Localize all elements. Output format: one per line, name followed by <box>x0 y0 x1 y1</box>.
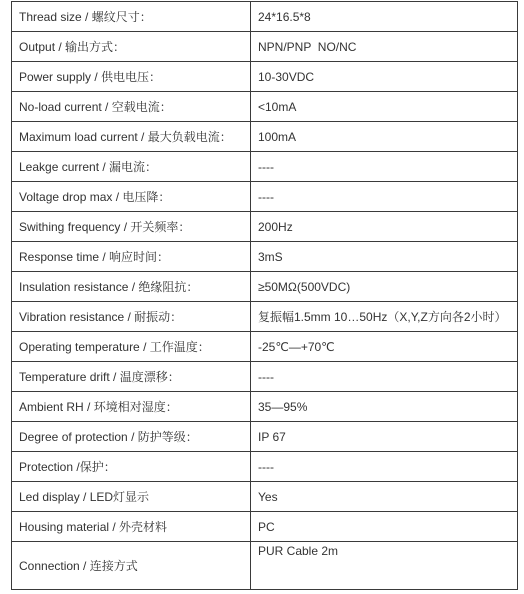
spec-label: Degree of protection / 防护等级： <box>12 422 251 452</box>
table-row <box>12 332 518 362</box>
spec-value: ---- <box>251 152 518 182</box>
spec-value: 100mA <box>251 122 518 152</box>
spec-value: NPN/PNP NO/NC <box>251 32 518 62</box>
table-row <box>12 542 518 590</box>
spec-value: IP 67 <box>251 422 518 452</box>
spec-label: Vibration resistance / 耐振动： <box>12 302 251 332</box>
spec-value: -25℃—+70℃ <box>251 332 518 362</box>
spec-label: Insulation resistance / 绝缘阻抗： <box>12 272 251 302</box>
spec-label: Thread size / 螺纹尺寸： <box>12 2 251 32</box>
table-row <box>12 422 518 452</box>
table-row <box>12 2 518 32</box>
table-row <box>12 182 518 212</box>
spec-label: Temperature drift / 温度漂移： <box>12 362 251 392</box>
spec-label: Led display / LED灯显示 <box>12 482 251 512</box>
spec-value: Yes <box>251 482 518 512</box>
spec-label: Housing material / 外壳材料 <box>12 512 251 542</box>
spec-label: Voltage drop max / 电压降： <box>12 182 251 212</box>
table-row <box>12 392 518 422</box>
spec-value: 3mS <box>251 242 518 272</box>
table-row <box>12 152 518 182</box>
table-row <box>12 482 518 512</box>
spec-value: 200Hz <box>251 212 518 242</box>
spec-value: ---- <box>251 362 518 392</box>
spec-label: Connection / 连接方式 <box>12 542 251 590</box>
spec-value: 24*16.5*8 <box>251 2 518 32</box>
table-row <box>12 212 518 242</box>
table-row <box>12 272 518 302</box>
spec-table <box>11 1 518 590</box>
spec-value: ---- <box>251 182 518 212</box>
table-row <box>12 452 518 482</box>
spec-value: PC <box>251 512 518 542</box>
spec-label: Ambient RH / 环境相对湿度： <box>12 392 251 422</box>
spec-label: Operating temperature / 工作温度： <box>12 332 251 362</box>
spec-value: 复振幅1.5mm 10…50Hz（X,Y,Z方向各2小时） <box>251 302 518 332</box>
spec-label: Leakge current / 漏电流： <box>12 152 251 182</box>
spec-value: <10mA <box>251 92 518 122</box>
spec-label: Output / 输出方式： <box>12 32 251 62</box>
spec-label: No-load current / 空载电流： <box>12 92 251 122</box>
table-row <box>12 62 518 92</box>
spec-label: Response time / 响应时间： <box>12 242 251 272</box>
table-row <box>12 92 518 122</box>
spec-value: 10-30VDC <box>251 62 518 92</box>
spec-value: ≥50MΩ(500VDC) <box>251 272 518 302</box>
table-row <box>12 362 518 392</box>
spec-label: Protection /保护： <box>12 452 251 482</box>
table-row <box>12 512 518 542</box>
spec-value: PUR Cable 2m <box>251 542 518 590</box>
spec-label: Power supply / 供电电压： <box>12 62 251 92</box>
spec-value: 35—95% <box>251 392 518 422</box>
spec-label: Maximum load current / 最大负载电流： <box>12 122 251 152</box>
table-row <box>12 242 518 272</box>
spec-value: ---- <box>251 452 518 482</box>
table-row <box>12 302 518 332</box>
spec-label: Swithing frequency / 开关频率： <box>12 212 251 242</box>
table-row <box>12 122 518 152</box>
table-row <box>12 32 518 62</box>
